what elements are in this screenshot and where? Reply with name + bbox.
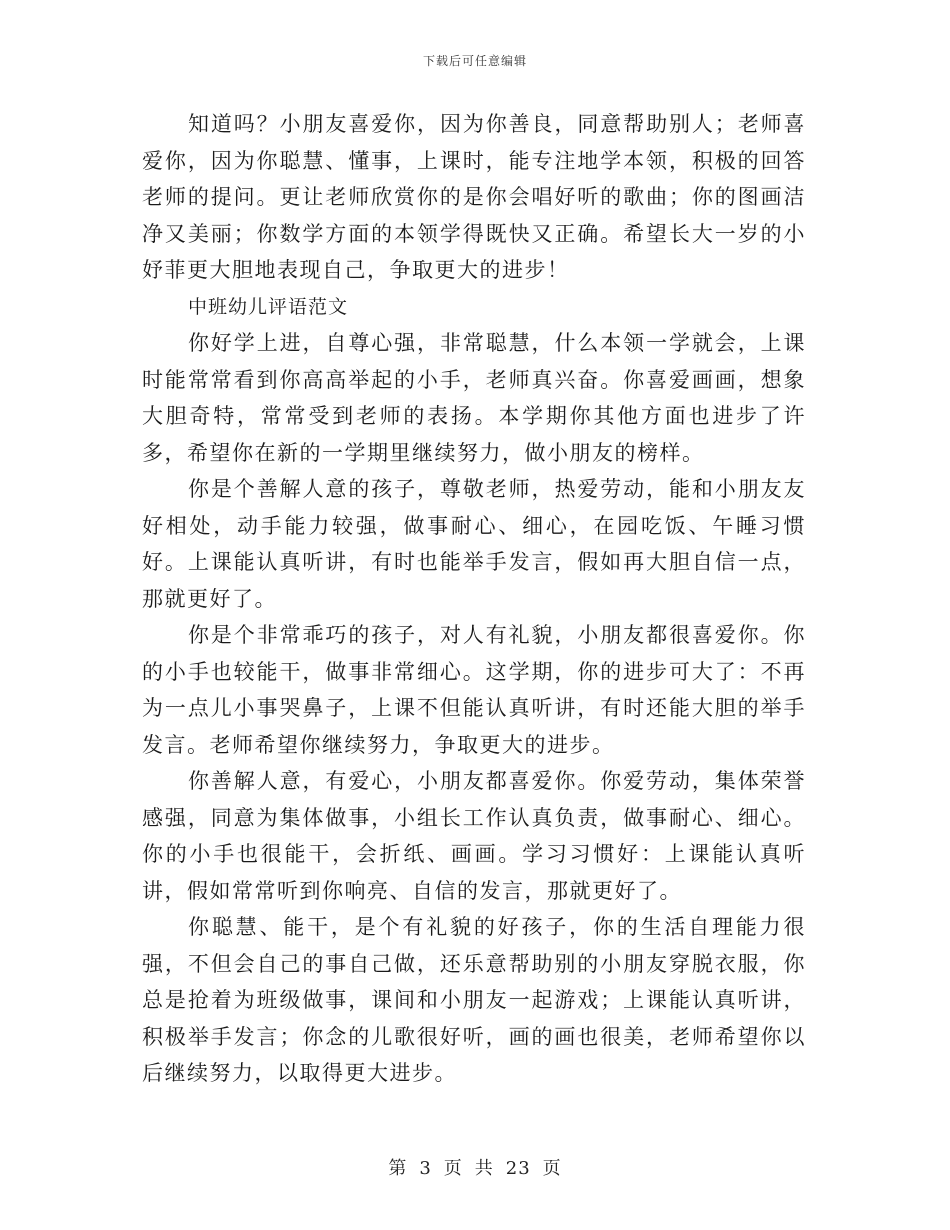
page-header-note: 下载后可任意编辑 bbox=[422, 54, 527, 68]
section-title: 中班幼儿评语范文 bbox=[188, 295, 349, 318]
footer-page-label: 页 bbox=[443, 1158, 463, 1179]
paragraph-5: 你善解人意，有爱心，小朋友都喜爱你。你爱劳动，集体荣誉感强，同意为集体做事，小组长工作认真负责，做事耐心、细心。你的小手也很能干，会折纸、画画。学习习惯好：上课能认真听讲，假如常常听到你响亮、自信的发言，那就更好了。 bbox=[142, 769, 806, 903]
paragraph-6: 你聪慧、能干，是个有礼貌的好孩子，你的生活自理能力很强，不但会自己的事自己做，还乐意帮助别的小朋友穿脱衣服，你总是抢着为班级做事，课间和小朋友一起游戏；上课能认真听讲，积极举手发言；你念的儿歌很好听，画的画也很美，老师希望你以后继续努力，以取得更大进步。 bbox=[142, 915, 806, 1085]
footer-prefix: 第 bbox=[388, 1158, 408, 1179]
current-page-number: 3 bbox=[419, 1158, 432, 1179]
paragraph-4: 你是个非常乖巧的孩子，对人有礼貌，小朋友都很喜爱你。你的小手也较能干，做事非常细心。这学期，你的进步可大了：不再为一点儿小事哭鼻子，上课不但能认真听讲，有时还能大胆的举手发言。老师希望你继续努力，争取更大的进步。 bbox=[142, 623, 806, 757]
document-body bbox=[142, 106, 806, 1092]
paragraph-1: 知道吗？小朋友喜爱你，因为你善良，同意帮助别人；老师喜爱你，因为你聪慧、懂事，上课时，能专注地学本领，积极的回答老师的提问。更让老师欣赏你的是你会唱好听的歌曲；你的图画洁净又美丽；你数学方面的本领学得既快又正确。希望长大一岁的小妤菲更大胆地表现自己，争取更大的进步！ bbox=[142, 112, 806, 282]
total-pages-number: 23 bbox=[505, 1158, 531, 1179]
paragraph-2: 你好学上进，自尊心强，非常聪慧，什么本领一学就会，上课时能常常看到你高高举起的小手，老师真兴奋。你喜爱画画，想象大胆奇特，常常受到老师的表扬。本学期你其他方面也进步了许多，希望你在新的一学期里继续努力，做小朋友的榜样。 bbox=[142, 331, 806, 465]
page-footer bbox=[0, 1154, 950, 1180]
footer-suffix: 页 bbox=[542, 1158, 562, 1179]
paragraph-3: 你是个善解人意的孩子，尊敬老师，热爱劳动，能和小朋友友好相处，动手能力较强，做事耐心、细心，在园吃饭、午睡习惯好。上课能认真听讲，有时也能举手发言，假如再大胆自信一点，那就更好了。 bbox=[142, 477, 806, 611]
footer-total-label: 共 bbox=[474, 1158, 494, 1179]
